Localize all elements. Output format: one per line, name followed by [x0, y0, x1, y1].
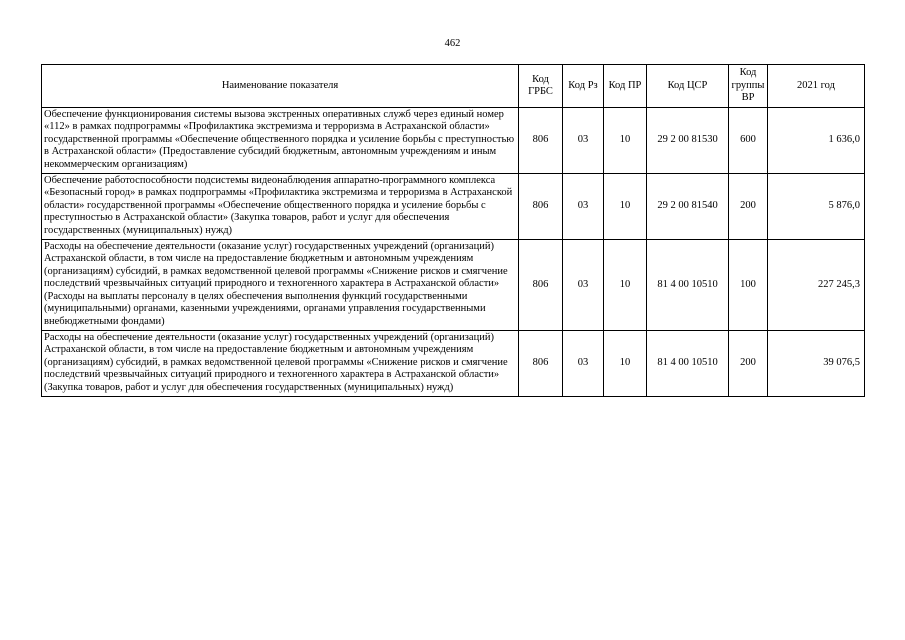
- row-vr-cell: 200: [729, 330, 768, 396]
- row-grbs-cell: 806: [519, 330, 563, 396]
- table-header-row: [42, 65, 865, 108]
- header-csr: Код ЦСР: [647, 65, 729, 108]
- row-amount-cell: 227 245,3: [768, 240, 865, 331]
- row-amount-cell: 5 876,0: [768, 174, 865, 240]
- table-row: [42, 240, 865, 331]
- header-pr: Код ПР: [604, 65, 647, 108]
- row-csr-cell: 81 4 00 10510: [647, 240, 729, 331]
- row-name-cell: Расходы на обеспечение деятельности (оказание услуг) государственных учреждений (организаций) Астраханской области, в том числе на предоставление бюджетным и автономным учреждениям (организациям) субсидий, в рамках ведомственной целевой программы «Снижение рисков и смягчение последствий чрезвычайных ситуаций природного и техногенного характера в Астраханской области» (Закупка товаров, работ и услуг для обеспечения государственных (муниципальных) нужд): [42, 330, 519, 396]
- table-row: [42, 330, 865, 396]
- row-vr-cell: 100: [729, 240, 768, 331]
- row-pr-cell: 10: [604, 240, 647, 331]
- header-year: 2021 год: [768, 65, 865, 108]
- budget-table: [41, 64, 865, 397]
- table-row: [42, 108, 865, 174]
- row-vr-cell: 600: [729, 108, 768, 174]
- row-csr-cell: 29 2 00 81540: [647, 174, 729, 240]
- row-name-cell: Расходы на обеспечение деятельности (оказание услуг) государственных учреждений (организаций) Астраханской области, в том числе на предоставление бюджетным и автономным учреждениям (организациям) субсидий, в рамках ведомственной целевой программы «Снижение рисков и смягчение последствий чрезвычайных ситуаций природного и техногенного характера в Астраханской области» (Расходы на выплаты персоналу в целях обеспечения выполнения функций государственными (муниципальными) органами, казенными учреждениями, органами управления государственными внебюджетными фондами): [42, 240, 519, 331]
- header-name: Наименование показателя: [42, 65, 519, 108]
- row-pr-cell: 10: [604, 174, 647, 240]
- row-pr-cell: 10: [604, 330, 647, 396]
- row-grbs-cell: 806: [519, 174, 563, 240]
- row-csr-cell: 29 2 00 81530: [647, 108, 729, 174]
- row-grbs-cell: 806: [519, 240, 563, 331]
- table-row: [42, 174, 865, 240]
- row-grbs-cell: 806: [519, 108, 563, 174]
- row-rz-cell: 03: [563, 240, 604, 331]
- row-amount-cell: 39 076,5: [768, 330, 865, 396]
- header-vr: Код группы ВР: [729, 65, 768, 108]
- header-grbs: Код ГРБС: [519, 65, 563, 108]
- row-vr-cell: 200: [729, 174, 768, 240]
- row-rz-cell: 03: [563, 330, 604, 396]
- row-name-cell: Обеспечение работоспособности подсистемы видеонаблюдения аппаратно-программного комплекса «Безопасный город» в рамках подпрограммы «Профилактика экстремизма и терроризма в Астраханской области» государственной программы «Обеспечение общественного порядка и усиление борьбы с преступностью в Астраханской области» (Закупка товаров, работ и услуг для обеспечения государственных (муниципальных) нужд): [42, 174, 519, 240]
- row-csr-cell: 81 4 00 10510: [647, 330, 729, 396]
- row-rz-cell: 03: [563, 108, 604, 174]
- row-rz-cell: 03: [563, 174, 604, 240]
- row-name-cell: Обеспечение функционирования системы вызова экстренных оперативных служб через единый номер «112» в рамках подпрограммы «Профилактика экстремизма и терроризма в Астраханской области» государственной программы «Обеспечение общественного порядка и усиление борьбы с преступностью в Астраханской области» (Предоставление субсидий бюджетным, автономным учреждениям и иным некоммерческим организациям): [42, 108, 519, 174]
- page-number: 462: [444, 38, 461, 49]
- row-pr-cell: 10: [604, 108, 647, 174]
- header-rz: Код Рз: [563, 65, 604, 108]
- row-amount-cell: 1 636,0: [768, 108, 865, 174]
